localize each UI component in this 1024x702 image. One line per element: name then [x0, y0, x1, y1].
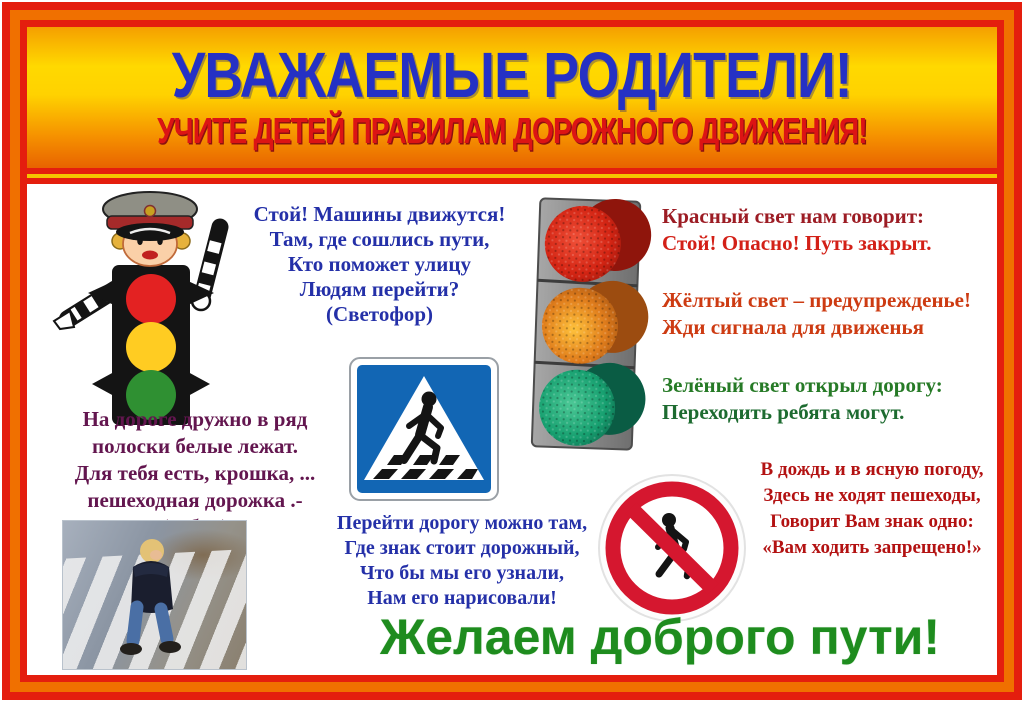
child-crossing-photo — [62, 520, 247, 670]
header-separator — [27, 168, 997, 184]
poem-line: «Вам ходить запрещено!» — [762, 537, 982, 558]
child-figure-icon — [111, 537, 191, 662]
traffic-light-icon — [516, 194, 656, 456]
header-band — [27, 27, 997, 168]
poem-svetofor — [232, 202, 527, 327]
poem-line: Здесь не ходят пешеходы, — [763, 485, 981, 506]
poem-line: В дождь и в ясную погоду, — [760, 459, 984, 480]
red-light-line: Красный свет нам говорит: — [662, 204, 925, 228]
poem-line: На дороге дружно в ряд — [82, 407, 308, 431]
poem-line: Людям перейти? — [299, 277, 460, 301]
red-light-text — [662, 203, 931, 257]
green-light-line: Зелёный свет открыл дорогу: — [662, 373, 943, 397]
poster-subtitle: УЧИТЕ ДЕТЕЙ ПРАВИЛАМ ДОРОЖНОГО ДВИЖЕНИЯ! — [157, 110, 867, 152]
green-light-text — [662, 372, 943, 426]
poem-line: Где знак стоит дорожный, — [344, 537, 580, 559]
yellow-light-line: Жди сигнала для движенья — [662, 315, 924, 339]
poem-line: Перейти дорогу можно там, — [336, 512, 588, 534]
green-light-line: Переходить ребята могут. — [662, 400, 905, 424]
traffic-officer-cartoon — [50, 189, 252, 431]
traffic-light-boy-icon — [50, 189, 252, 431]
poem-line: (Светофор) — [325, 302, 434, 326]
red-light-line: Стой! Опасно! Путь закрыт. — [662, 231, 932, 255]
poem-no-walk — [736, 457, 1008, 561]
crosswalk-sign-icon — [348, 356, 500, 502]
poem-sign — [308, 511, 616, 611]
poem-line: Стой! Машины движутся! — [253, 202, 506, 226]
yellow-light-text — [662, 287, 971, 341]
poem-line: Говорит Вам знак одно: — [770, 511, 974, 532]
poem-line: Что бы мы его узнали, — [359, 562, 565, 584]
no-pedestrians-icon — [596, 466, 748, 630]
poem-line: Кто поможет улицу — [288, 252, 471, 276]
closing-wish: Желаем доброго пути! — [380, 609, 940, 665]
traffic-light-photo — [516, 194, 656, 456]
poster-title: УВАЖАЕМЫЕ РОДИТЕЛИ! — [171, 38, 853, 111]
no-pedestrians-sign — [596, 466, 748, 630]
poem-line: Там, где сошлись пути, — [269, 227, 490, 251]
poem-line: полоски белые лежат. — [92, 434, 298, 458]
poem-line: Нам его нарисовали! — [367, 587, 557, 609]
poem-line: пешеходная дорожка .- — [87, 488, 303, 512]
pedestrian-crossing-sign — [348, 356, 500, 502]
poem-line: Для тебя есть, крошка, ... — [74, 461, 316, 485]
yellow-light-line: Жёлтый свет – предупрежденье! — [662, 288, 971, 312]
